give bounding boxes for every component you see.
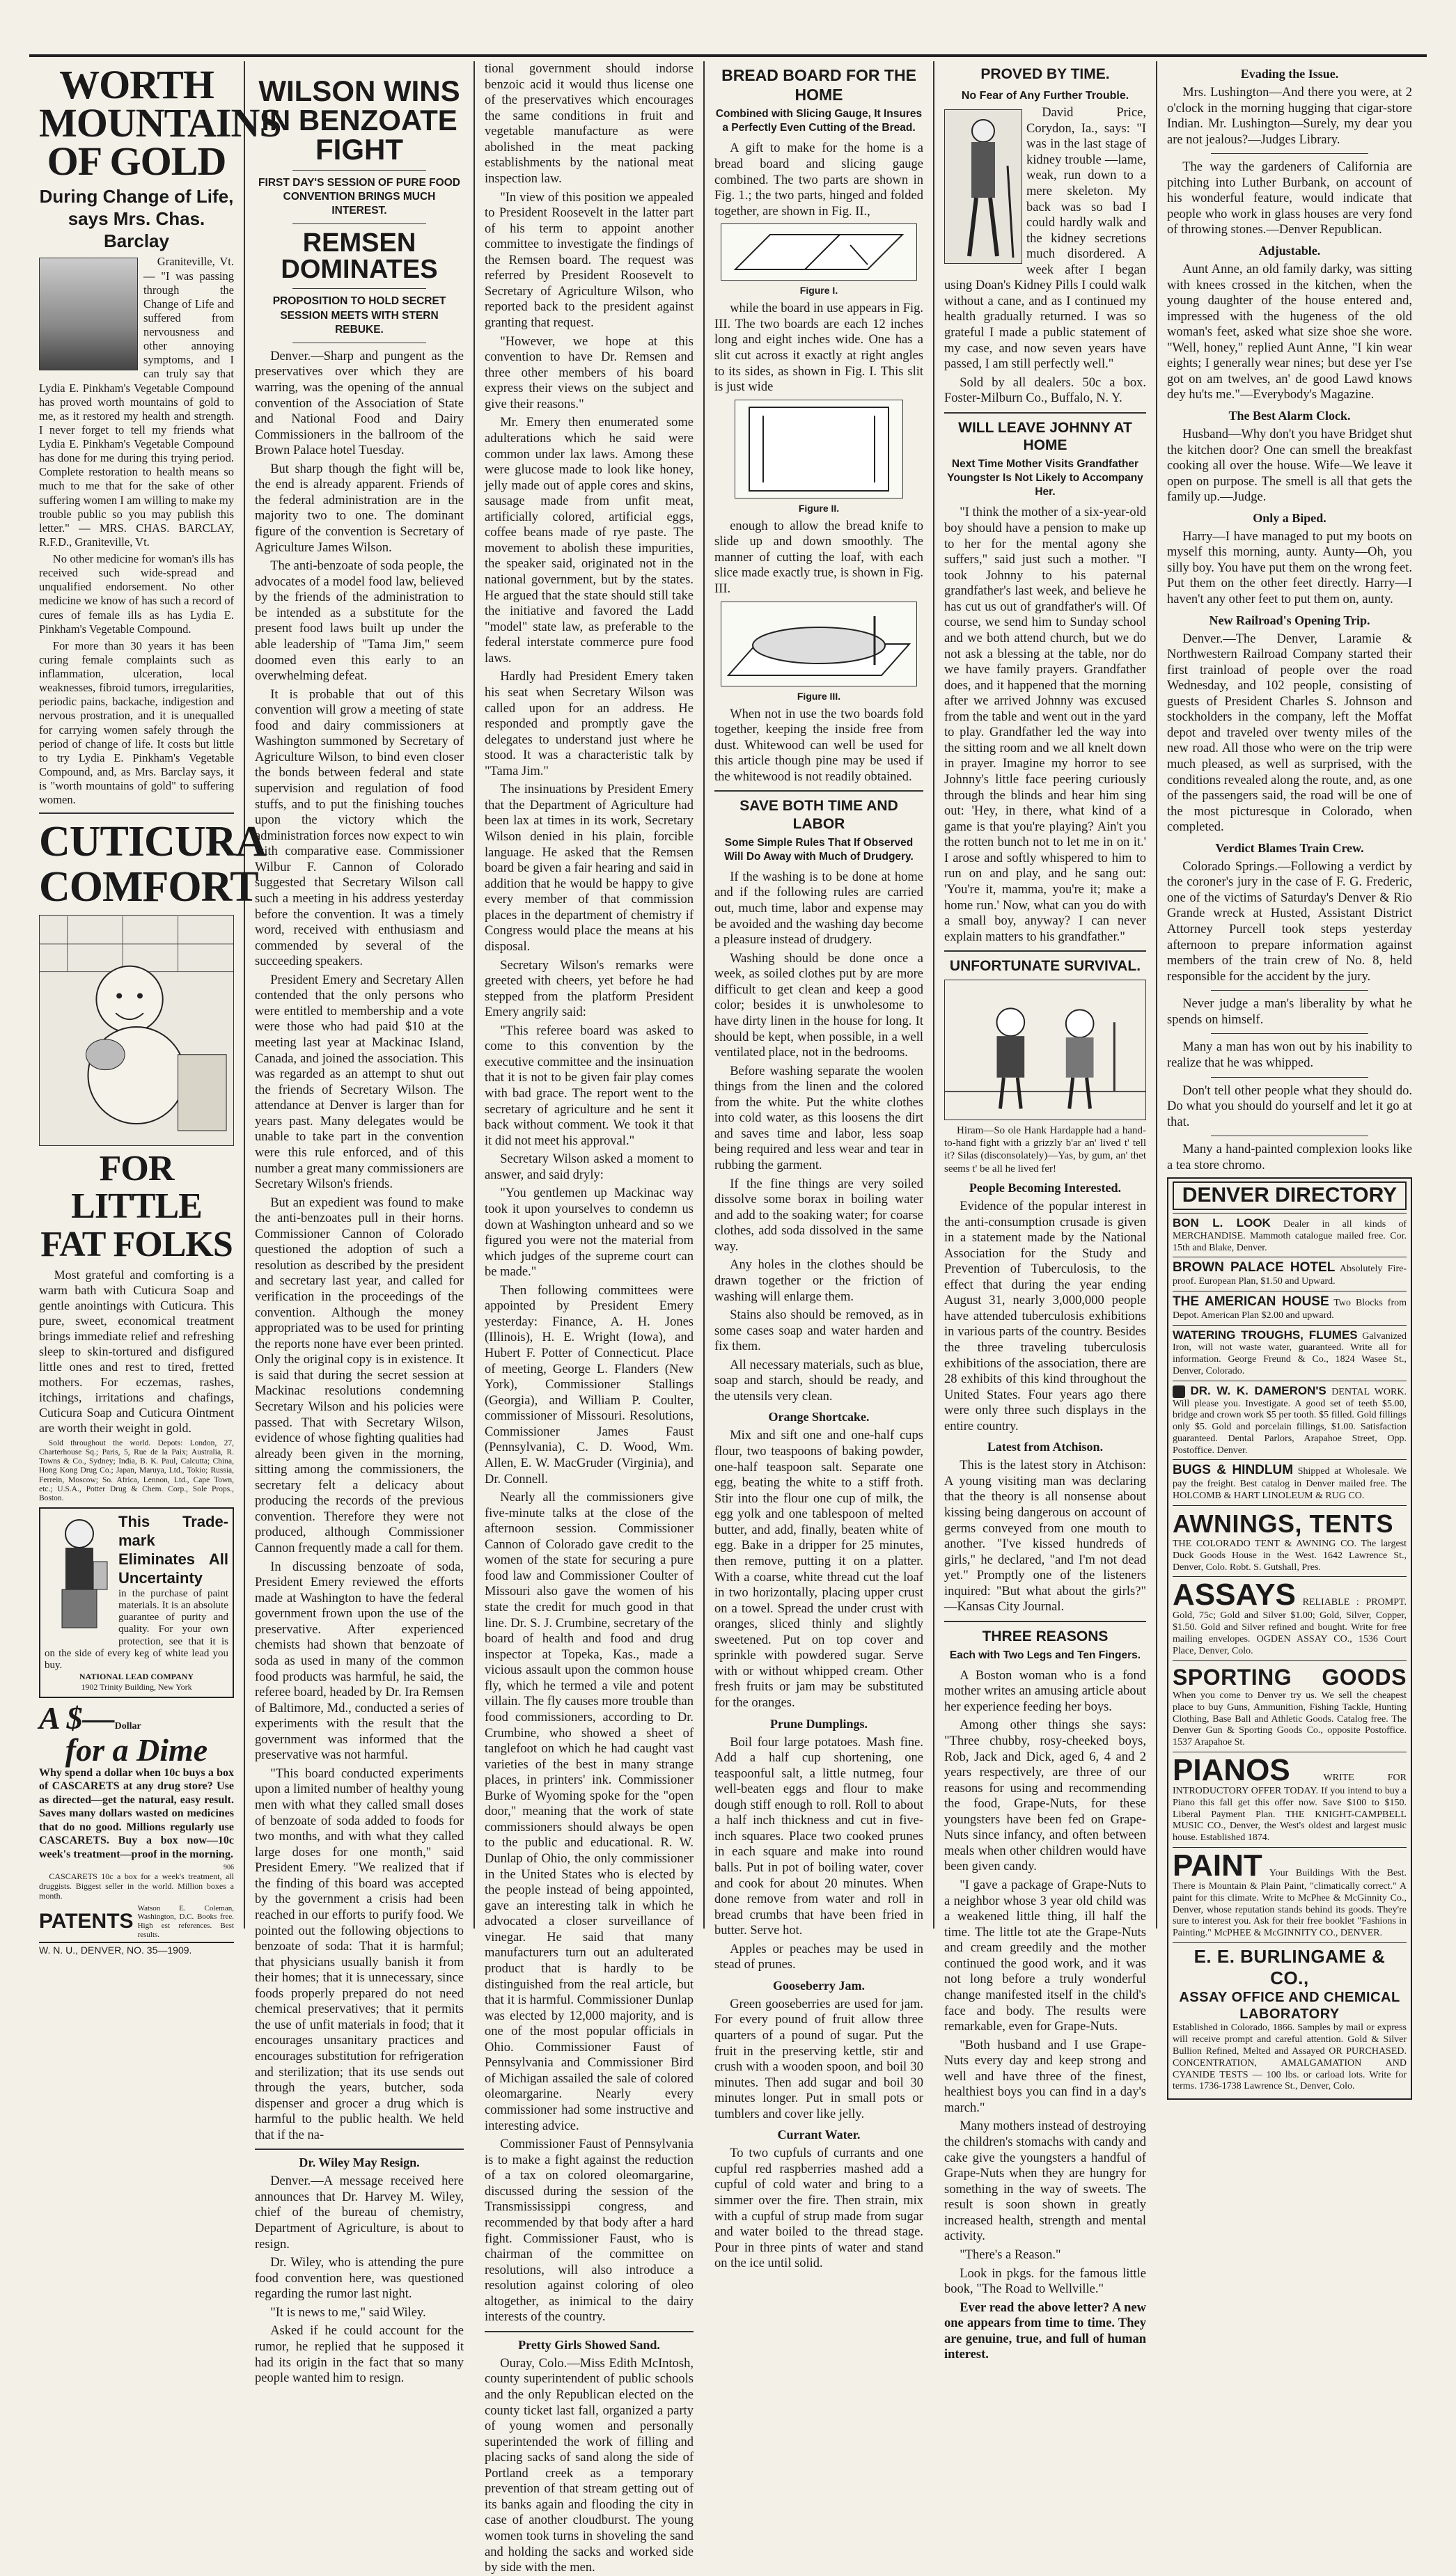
baby-illustration (39, 915, 234, 1146)
dime-ad (39, 1699, 234, 1901)
divider (944, 950, 1146, 952)
paragraph: Sold by all dealers. 50c a box. Foster-Milburn Co., Buffalo, N. Y. (944, 375, 1146, 406)
cartoon-caption: Hiram—So ole Hank Hardapple had a hand-to-hand fight with a grizzly b'ar an' lived t' tell it? Silas (disconsolately)—Yas, by gum, an' thet seems t' be all he lived fer! (944, 1124, 1146, 1175)
folded-board-icon (735, 400, 902, 498)
prune-title: Prune Dumplings. (769, 1716, 868, 1731)
paragraph: Denver.—The Denver, Laramie & Northwestern Railroad Company started their first trainload of people over the road Wednesday, and 102 people, consisting of guests of President Charles S. Johnson and stockholders in the company, left the Moffat depot and traveled over twenty miles of the new road. All those who were on the trip were much pleased, as well as surprised, with the conditions revealed along the route, and, as one of the passengers said, the road will be one of the most picturesque in Colorado, when completed. (1167, 631, 1412, 835)
paragraph: Mix and sift one and one-half cups flour, two teaspoons of baking powder, one-half teaspoon salt. Separate one egg, beating the white to a stiff froth. Stir into the flour one cup of milk, the egg yolk and one tablespoon of melted butter, and add, finally, beaten white of egg. Bake in a dripper for 25 minutes, then remove, putting it on a platter. With a coarse, white thread cut the loaf in two horizontally, placing upper crust on a towel. Spread the under crust with oranges, sliced thinly and slightly sweetened. Put on top cover and sprinkle with powdered sugar. Serve with or without whipped cream. Other fresh fruits or jam may be substituted for the oranges. (714, 1429, 923, 1710)
deck: FIRST DAY'S SESSION OF PURE FOOD CONVENTION BRINGS MUCH INTEREST. (258, 177, 460, 217)
paragraph: Don't tell other people what they should do. Do what you should do yourself and let it go at that. (1167, 1083, 1412, 1129)
boy-painter-icon (45, 1513, 114, 1638)
headline: WILSON WINS IN BENZOATE FIGHT (258, 74, 460, 166)
paragraph: Dr. Wiley, who is attending the pure food convention here, was questioned regarding the rumor last night. (255, 2256, 464, 2302)
orange-title: Orange Shortcake. (768, 1410, 870, 1424)
gooseberry-title: Gooseberry Jam. (773, 1978, 865, 1993)
proved-title: PROVED BY TIME. (980, 66, 1110, 82)
paragraph: Husband—Why don't you have Bridget shut the kitchen door? One can smell the breakfast cooking all over the house. Wife—We leave it open on purpose. The smell is all that gets the family up.—Judge. (1167, 427, 1412, 505)
divider (944, 1621, 1146, 1622)
reasons-title: THREE REASONS (982, 1628, 1109, 1644)
paragraph: Mrs. Lushington—And there you were, at 2 o'clock in the morning hugging that cigar-store Indian. Mr. Lushington—Surely, my dear you are not jealous?—Judges Library. (1167, 85, 1412, 147)
cuticura-title: CUTICURA COMFORT (39, 818, 267, 911)
footer-line: W. N. U., DENVER, NO. 35—1909. (39, 1942, 234, 1956)
paragraph: "There's a Reason." (960, 2247, 1061, 2262)
column-3 (475, 61, 705, 2575)
dime-text: Why spend a dollar when 10c buys a box of CASCARETS at any drug store? Use as directed—get the natural, easy result. Saves many dollars wasted on medicines that do no good. Millions regularly use CASCARETS. Buy a box now—10c week's treatment—proof in the morning. (39, 1766, 234, 1860)
paragraph: "You gentlemen up Mackinac way took it upon yourselves to condemn us down at Washington unheard and so we figured you were not the material from which judges of the supreme court can be made." (485, 1186, 694, 1280)
paragraph: "However, we hope at this convention to have Dr. Remsen and three other members of his board express their views on the subject and give their reasons." (485, 334, 694, 411)
paragraph: Denver.—A message received here announces that Dr. Harvey M. Wiley, chief of the bureau of chemistry, Department of Agriculture, is about to resign. (255, 2174, 464, 2252)
paragraph: All necessary materials, such as blue, soap and starch, should be ready, and the utensils very clean. (714, 1358, 923, 1404)
paragraph: Hardly had President Emery taken his seat when Secretary Wilson was called upon for an address. He responded and promptly gave the delegates to understand just where he stood. It was a characteristic talk by "Tama Jim." (485, 670, 694, 778)
paragraph: Ever read the above letter? A new one appears from time to time. They are genuine, true, and full of human interest. (944, 2300, 1146, 2362)
rail-title: New Railroad's Opening Trip. (1209, 613, 1370, 627)
divider (944, 412, 1146, 414)
ad-paragraph: Graniteville, Vt. — "I was passing through the Change of Life and suffered from nervousness and other annoying symptoms, and I can truly say that Lydia E. Pinkham's Vegetable Compound has proved worth mountains of gold to me, as it restored my health and strength. I never forget to tell my friends what Lydia E. Pinkham's Vegetable Compound has done for me during this trying period. Complete restoration to health means so much to me that for the sake of other suffering women I am willing to make my trouble public so you may publish this letter." — MRS. CHAS. BARCLAY, R.F.D., Graniteville, Vt. (39, 255, 234, 549)
directory-title: DENVER DIRECTORY (1173, 1181, 1407, 1210)
paragraph: This is the latest story in Atchison: A young visiting man was declaring that the theory is all nonsense about kissing being dangerous on account of germs conveyed from one mouth to another. "I've kissed hundreds of girls," he declared, "and I'm not dead yet." Promptly one of the listeners inquired: "But what about the girls?" —Kansas City Journal. (944, 1459, 1146, 1615)
bread-loaf-icon (721, 602, 916, 686)
cuticura-text: Most grateful and comforting is a warm bath with Cuticura Soap and gentle anointings with Cuticura. This pure, sweet, economical treatment brings immediate relief and refreshing sleep to skin-tortured and disfigured little ones and rest to tired, fretted mothers. For eczemas, rashes, itchings, irritations and chafings, Cuticura Soap and Cuticura Ointment are worth their weight in gold. (39, 1268, 234, 1435)
man-with-cane-illustration (944, 109, 1022, 264)
paragraph: Stains also should be removed, as in some cases soap and water harden and fix them. (714, 1308, 923, 1354)
paragraph: Before washing separate the woolen things from the linen and the colored from the white. Put the white clothes into cold water, as this loosens the dirt and saves time and labor, less soap being required and less wear and tear in rubbing the garment. (714, 1064, 923, 1173)
paragraph: Harry—I have managed to put my boots on myself this morning, aunty. Aunty—Oh, you silly boy. You have put them on the wrong feet. Put them on the other feet directly. Harry—I haven't any other feet to put them on, aunty. (1167, 529, 1412, 606)
directory-entry: PIANOS WRITE FOR INTRODUCTORY OFFER TODAY. If you intend to buy a Piano this fall get this offer now. Save $100 to $150. Liberal Payment Plan. THE KNIGHT-CAMPBELL MUSIC CO., Denver, the West's oldest and largest music house. Established 1874. (1173, 1752, 1407, 1847)
divider (714, 790, 923, 792)
paragraph: To two cupfuls of currants and one cupful red raspberries mashed add a cupful of cold water and bring to a simmer over the fire. Then strain, mix with a cupful of strup made from sugar and water boiled to the thread stage. Pour in three pints of water and stand on the ice until solid. (714, 2146, 923, 2271)
johnny-title: WILL LEAVE JOHNNY AT HOME (958, 419, 1132, 454)
paragraph: Look in pkgs. for the famous little book, "The Road to Wellville." (944, 2266, 1146, 2297)
dime-dollar: Dollar (114, 1720, 141, 1731)
directory-entry: THE AMERICAN HOUSE Two Blocks from Depot. American Plan $2.00 and upward. (1173, 1291, 1407, 1325)
portrait-image (39, 258, 138, 370)
alarm-title: The Best Alarm Clock. (1228, 409, 1351, 423)
directory-entry: BON L. LOOK Dealer in all kinds of MERCHANDISE. Mammoth catalogue mailed free. Cor. 15th and Blake, Denver. (1173, 1213, 1407, 1257)
burlingame-sub: ASSAY OFFICE AND CHEMICAL LABORATORY (1179, 1990, 1400, 2023)
paragraph: Apples or peaches may be used in stead of prunes. (714, 1942, 923, 1972)
directory-entry (1173, 1942, 1407, 2096)
paragraph: If the washing is to be done at home and if the following rules are carried out, much time, labor and expense may be avoided and the washing day become a pleasure instead of drudgery. (714, 870, 923, 948)
paragraph: Mr. Emery then enumerated some adulterations which he said were common under lax laws. Among these were glucose made to look like honey, jelly made out of apple cores and skins, sausage made from unfit meat, artificially colored, artificial eggs, coffee beans made of rye paste. The movement to abolish these impurities, the speaker said, originated not in the national government, but by the states. He argued that the state should still take the initiative and favored the Ladd "model" state law, as preferable to the federal interstate commerce pure food laws. (485, 416, 694, 666)
verdict-title: Verdict Blames Train Crew. (1215, 840, 1364, 855)
paragraph: "This board conducted experiments upon a limited number of healthy young men with what they called small doses of benzoate of soda added to foods for two months, and with what they called large doses for one month," said President Emery. "We realized that if the finding of this board was accepted by the government a crisis had been reached in our efforts to purify food. We pointed out the following objections to benzoate of soda: That it is harmful; that physicians usually banish it from their homes; that it is unnecessary, since foods properly prepared do not need chemical preservatives; that it permits the use of unfit materials in food; that it encourages unsanitary practices and encourages substitution for refrigeration and sterilization; that its use sends out through the years, butcher, soda dispenser and grocer a drug which is harmful to the public health. We held that if the na- (255, 1766, 464, 2142)
paragraph: "It is news to me," said Wiley. (270, 2305, 426, 2320)
paragraph: A gift to make for the home is a bread board and slicing gauge combined. The two parts are shown in Fig. 1.; the two parts, hinged and folded together, are shown in Fig. II., (714, 141, 923, 219)
denver-directory (1167, 1177, 1412, 2100)
board-icon (721, 224, 916, 280)
divider (1211, 153, 1368, 154)
paragraph: Never judge a man's liberality by what he spends on himself. (1167, 997, 1412, 1027)
paragraph: Commissioner Faust of Pennsylvania is to make a fight against the reduction of a tax on colored oleomargarine, discussed during the session of the Transmississippi congress, and recommended by that body after a hard fight. Commissioner Faust, who is chairman of the committee on resolutions, will also introduce a resolution against coloring of oleo altogether, as inimical to the dairy interests of the country. (485, 2137, 694, 2325)
evading-title: Evading the Issue. (1240, 67, 1339, 81)
survival-title: UNFORTUNATE SURVIVAL. (949, 958, 1141, 975)
reasons-deck: Each with Two Legs and Ten Fingers. (949, 1649, 1141, 1661)
baby-icon (40, 916, 233, 1145)
currant-title: Currant Water. (777, 2128, 861, 2142)
cartoon-illustration (944, 980, 1146, 1120)
cuticura-fine-print: Sold throughout the world. Depots: London, 27, Charterhouse Sq.; Paris, 5, Rue de la Paix; Australia, R. Towns & Co., Sydney; India, B. K. Paul, Calcutta; China, Hong Kong Drug Co.; Japan, Maruya, Ltd., Tokio; Russia, Ferrein, Moscow; So. Africa, Lennon, Ltd., Cape Town, etc.; U.S.A., Potter Drug & Chem. Corp., Sole Props., Boston. (39, 1438, 234, 1503)
directory-entry: SPORTING GOODS When you come to Denver try us. We sell the cheapest place to buy Guns, Ammunition, Fishing Tackle, Hunting Clothing, Base Ball and Athletic Goods. Catalog free. The Denver Gun & Sporting Goods Co., opposite Postoffice. 1537 Arapahoe St. (1173, 1660, 1407, 1752)
divider (1211, 990, 1368, 991)
figure-1 (721, 223, 917, 281)
paragraph: Aunt Anne, an old family darky, was sitting with knees crossed in the kitchen, when the young daughter of the house entered and, impressed with the hugeness of the old woman's feet, asked what size shoe she wore. "Well, honey," replied Aunt Anne, "I kin wear eights; I generally wear nines; but dese yer I'se got on am twelves, an' de good Lawd knows dey hu'ts me."—Everybody's Magazine. (1167, 262, 1412, 402)
column-2 (245, 61, 475, 2386)
divider (255, 2149, 464, 2150)
johnny-deck: Next Time Mother Visits Grandfather Youngster Is Not Likely to Accompany Her. (947, 458, 1143, 498)
paragraph: Evidence of the popular interest in the anti-consumption crusade is given in a statement made by the National Association for the Study and Prevention of Tuberculosis, to the effect that during the year ending August 31, nearly 3,000,000 people have attended tuberculosis exhibitions in various parts of the country. Besides the three traveling tuberculosis exhibitions of the association, there are 28 exhibits of this kind throughout the United States. Four years ago there were only three such displays in the entire country. (944, 1199, 1146, 1434)
paragraph: Ouray, Colo.—Miss Edith McIntosh, county superintendent of public schools and the only Republican elected on the county ticket last fall, organized a party of young women and personally superintended the work of filling and placing sacks of sand along the side of Portland creek as a temporary prevention of that stream getting out of its banks again and flooding the city in case of another cloudburst. The young women took turns in shoveling the sand and holding the sacks and worked side by side with the men. (485, 2356, 694, 2575)
dime-code: 906 (224, 1864, 234, 1872)
directory-entry: BROWN PALACE HOTEL Absolutely Fire-proof. European Plan, $1.50 and Upward. (1173, 1257, 1407, 1291)
cuticura-subtitle: FOR LITTLE FAT FOLKS (40, 1148, 233, 1264)
paragraph: It is probable that out of this convention will grow a meeting of state food and dairy commissioners at Washington summoned by Secretary of Agriculture Wilson, to bind even closer the bonds between federal and state supervision and regulation of food stuffs, and to put the finishing touches upon the victory which the administration forces now expect to win with comparative ease. Commissioner Wilbur F. Cannon of Colorado suggested that Secretary Wilson call such a meeting in his address yesterday before the convention. It was a timely word, received with enthusiasm and commended by several of the succeeding speakers. (255, 687, 464, 969)
two-men-icon (945, 980, 1145, 1120)
bread-deck: Combined with Slicing Gauge, It Insures a Perfectly Even Cutting of the Bread. (715, 108, 923, 134)
patents-title: PATENTS (39, 1909, 134, 1933)
lead-address: 1902 Trinity Building, New York (81, 1681, 192, 1692)
burlingame-text: Established in Colorado, 1866. Samples by mail or express will receive prompt and careful attention. Gold & Silver Bullion Refined, Melted and Assayed OR PURCHASED. CONCENTRATION, AMALGAMATION AND CYANIDE TESTS — 100 lbs. or carload lots. Write for terms. 1736-1738 Lawrence St., Denver, Colo. (1173, 2023, 1407, 2092)
paragraph: If the fine things are very soiled dissolve some borax in boiling water and add to the soaking water; for coarse clothes, add soda dissolved in the same way. (714, 1177, 923, 1254)
directory-entry: WATERING TROUGHS, FLUMES Galvanized Iron, will not waste water, guaranteed. Write all for information. George Freund & Co., 1824 Wasee St., Denver, Colorado. (1173, 1325, 1407, 1381)
paragraph: "I think the mother of a six-year-old boy should have a pension to make up to her for the mental agony she suffers," said just such a mother. "I took Johnny to his paternal grandfather's last week, and believe he has cut us out of grandfather's will. Of course, we send him to Sunday school and we both attend church, but we do not ask a blessing at the table, nor do we have family prayers. Grandfather does, and it happened that the morning after we arrived Johnny was excused from the table and went out in the yard to play. Grandfather led the way into the sitting room and we all knelt down in prayer. Imagine my horror to see Johnny's little face peering curiously through the blinds and hear him sing out: 'Hey, in there, what kind of a game is that you're playing? Ain't you the rotten bunch not to let me in on it.' I arose and softly whispered to him to run on and play, and he sang out: 'You're it, mamma, you're it; make a home run.' Now, what can you do with a small boy, anyway? I can never explain matters to his grandfather." (944, 505, 1146, 944)
burlingame-title: E. E. BURLINGAME & CO., (1193, 1945, 1386, 1989)
column-5 (934, 61, 1157, 2362)
labor-deck: Some Simple Rules That If Observed Will Do Away with Much of Drudgery. (724, 836, 914, 863)
bread-title: BREAD BOARD FOR THE HOME (721, 66, 916, 104)
paragraph: The anti-benzoate of soda people, the advocates of a model food law, believed by the friends of the administration to be intended as a substitute for the present food laws built up under the able leadership of "Tama Jim," seem doomed even this early to an overwhelming defeat. (255, 559, 464, 684)
paragraph: "In view of this position we appealed to President Roosevelt in the latter part of his term to appoint another committee to investigate the findings of the Remsen board. The request was referred by President Roosevelt to Secretary of Agriculture Wilson, who reported back to the president against granting that request. (485, 190, 694, 330)
paragraph: Any holes in the clothes should be drawn together or the friction of washing will enlarge them. (714, 1258, 923, 1304)
paragraph: tional government should indorse benzoic acid it would thus license one of the preservatives which encourages the same conditions in fruit and vegetable manufacture as were abolished in the meat packing establishments by the national meat inspection law. (485, 62, 694, 186)
paragraph: Among other things she says: "Three chubby, rosy-cheeked boys, Rob, Jack and Dick, aged 6, 4 and 2 years respectively, are three of our reasons for using and recommending the food, Grape-Nuts, for these youngsters have been fed on Grape-Nuts since infancy, and often between meals when other children would have been given candy. (944, 1718, 1146, 1874)
article-body (255, 349, 464, 2144)
paragraph: Secretary Wilson asked a moment to answer, and said dryly: (485, 1152, 694, 1182)
biped-title: Only a Biped. (1253, 510, 1326, 525)
paragraph: But sharp though the fight will be, the end is already apparent. Friends of the federal administration are in the majority two to one. The dominant figure of the convention is Secretary of Agriculture James Wilson. (255, 462, 464, 555)
atchison-title: Latest from Atchison. (987, 1440, 1104, 1454)
directory-entry: ASSAYS RELIABLE : PROMPT. Gold, 75c; Gold and Silver $1.00; Gold, Silver, Copper, $1.50. Gold and Silver refined and bought. Write for free mailing envelopes. OGDEN ASSAY CO., 1536 Court Place, Denver, Colo. (1173, 1576, 1407, 1660)
figure-3-caption: Figure III. (797, 690, 841, 702)
figure-3 (721, 602, 917, 686)
labor-title: SAVE BOTH TIME AND LABOR (739, 798, 898, 833)
column-4 (705, 61, 934, 2271)
paragraph: "Both husband and I use Grape-Nuts every day and keep strong and well and have three of the finest, healthiest boys you can find in a day's march." (944, 2038, 1146, 2115)
dime-title-1: A $— (39, 1699, 115, 1736)
paragraph: Colorado Springs.—Following a verdict by the coroner's jury in the case of F. G. Frederic, one of the victims of Saturday's Denver & Rio Grande wreck at Husted, Assistant District Attorney Purcell took steps yesterday afternoon to prepare information against members of the train crew of No. 8, held responsible for the accident by the jury. (1167, 859, 1412, 984)
tooth-icon (1173, 1385, 1185, 1398)
paragraph: Nearly all the commissioners give five-minute talks at the close of the afternoon session. Commissioner Cannon of Colorado gave credit to the women of the state for securing a pure food law and Commissioner Coulter of Missouri also gave the women of his state the credit for much good in that line. Dr. S. J. Crumbine, secretary of the board of health and food and drug inspector at Topeka, Kas., made a vicious assault upon the common house fly, which he termed a vile and potent villain. The fly causes more trouble than food commissioners, according to Dr. Crumbine, who showed a sheet of tanglefoot on which he had caught vast varieties of the best in many strange places, in printers' ink. Commissioner Burke of Wyoming spoke for the "open door," meaning that the work of state commissioners should always be open to the public and educational. R. W. Dunlap of Ohio, the only commissioner in the United States who is elected by the people instead of being appointed, gave an interesting talk in which he advocated a closer surveillance of vinegar. He said that many manufacturers turn out an adulterated product that is hardly to be distinguished from the real article, but that it is harmful. Commissioner Dunlap was elected by 12,000 majority, and is one of the most popular officials in Ohio. Commissioner Faust of Pennsylvania and Commissioner Bird of Michigan assailed the sale of colored oleomargarine. Nearly every commissioner had some instructive and interesting advice. (485, 1491, 694, 2133)
paragraph: Green gooseberries are used for jam. For every pound of fruit allow three quarters of a pound of sugar. Put the fruit in the preserving kettle, stir and crush with a wooden spoon, and boil 30 minutes. Then add sugar and boil 30 minutes longer. Put in small pots or tumblers and cover like jelly. (714, 1997, 923, 2121)
ad-subheadline: During Change of Life, says Mrs. Chas. Barclay (39, 186, 234, 251)
paragraph: But an expedient was found to make the anti-benzoates pull in their horns. Commissioner Cannon of Colorado questioned the adoption of such a resolution as described by the president and secretary last year, and called for verification in the proceedings of the convention. Although the money appropriated was to be used for printing the reports none have ever been printed. Only the original copy is in existence. It is said that during the secret session at Mackinac resolutions condemning Secretary Wilson and his policies were passed. That with Secretary Wilson, evidence of whose fighting qualities had already been given in the morning, sitting among the commissioners, the secretary felt a delicacy about producing the records of the previous convention. Therefore they were not produced, although Commissioner Cannon frequently made a call for them. (255, 1195, 464, 1556)
paragraph: The insinuations by President Emery that the Department of Agriculture had been lax at times in its work, Secretary Wilson denied in his plain, forcible language. He asked that the Remsen board be given a fair hearing and said in addition that he would be happy to give every member of that commission places in the department of chemistry if Congress would place the means at his disposal. (485, 783, 694, 954)
paragraph: Many a hand-painted complexion looks like a tea store chromo. (1167, 1142, 1412, 1172)
paragraph: In discussing benzoate of soda, President Emery reviewed the efforts made at Washington to have the federal government frown upon the use of the preservative. After experienced chemists had shown that benzoate of soda as used in many of the common food products was harmful, he said, the referee board, headed by Dr. Ira Remsen of Baltimore, Md., conducted a series of experiments with the result that the government was informed that the preservative was not harmful. (255, 1560, 464, 1763)
deck-2: PROPOSITION TO HOLD SECRET SESSION MEETS WITH STERN REBUKE. (272, 295, 446, 336)
divider (39, 812, 234, 814)
top-rule (29, 54, 1427, 57)
directory-entry: AWNINGS, TENTS THE COLORADO TENT & AWNING CO. The largest Duck Goods House in the West. 1642 Lawrence St., Denver, Colo. Robt. S. Gutshall, Pres. (1173, 1505, 1407, 1577)
paragraph: Asked if he could account for the rumor, he replied that he supposed it had its origin in the fact that so many people wanted him to resign. (255, 2324, 464, 2386)
figure-2-caption: Figure II. (798, 502, 840, 514)
paragraph: A Boston woman who is a fond mother writes an amusing article about her experience feeding her boys. (944, 1668, 1146, 1714)
proved-deck: No Fear of Any Further Trouble. (961, 89, 1129, 102)
columns (29, 61, 1427, 2575)
paragraph: Denver.—Sharp and pungent as the preservatives over which they are warring, was the opening of the annual convention of the Association of State and National Food and Dairy Commissioners in the ballroom of the Brown Palace hotel Tuesday. (255, 349, 464, 458)
paragraph: Many mothers instead of destroying the children's stomachs with candy and cake give the youngsters a handful of Grape-Nuts when they are hungry for something in the way of sweets. The result is soon shown in greatly increased health, strength and mental activity. (944, 2119, 1146, 2244)
interest-title: People Becoming Interested. (969, 1181, 1122, 1195)
headline-2: REMSEN DOMINATES (281, 228, 438, 285)
ad-headline: WORTH MOUNTAINS OF GOLD (39, 62, 281, 184)
adjust-title: Adjustable. (1258, 244, 1321, 258)
lead-ad-title: This Trade-mark Eliminates All Uncertainty (118, 1513, 228, 1587)
paragraph: Boil four large potatoes. Mash fine. Add a half cup shortening, one teaspoonful salt, a little nutmeg, four well-beaten eggs and flour to make dough stiff enough to roll. Roll to about a half inch thickness and cut in five-inch squares. Place two cooked prunes in each square and make into round balls. Put in pot of boiling water, cover and cook for about 20 minutes. When done remove from water and roll in bread crumbs that have been fried in butter. Serve hot. (714, 1735, 923, 1938)
paragraph: enough to allow the bread knife to slide up and down smoothly. The manner of cutting the loaf, with each slice made exactly true, is shown in Fig. III. (714, 519, 923, 596)
paragraph: Washing should be done once a week, as soiled clothes put by are more difficult to get clean and keep a good color; besides it is unwholesome to have dirty linen in the house for long. It should be kept, when possible, in a well ventilated place, not in the bedrooms. (714, 951, 923, 1060)
directory-entry: DR. W. K. DAMERON'S DENTAL WORK. Will please you. Investigate. A good set of teeth $5.00, bridge and crown work $5 per tooth. $5 filled. Gold fillings only $5. Gold and porcelain fillings, $1.00. Satisfaction guaranteed. Dental Parlors, Arapahoe Street, Opp. Postoffice. Denver. (1173, 1381, 1407, 1460)
divider (1211, 1077, 1368, 1078)
divider (292, 223, 426, 224)
paragraph: Then following committees were appointed by President Emery yesterday: Finance, A. H. Jones (Illinois), H. E. Wright (Iowa), and Hubert F. Potter of Connecticut. Place of meeting, George L. Flanders (New York), Commissioner Stallings (Georgia), and William P. Coulter, commissioner of Missouri. Resolutions, Commissioner James Faust (Pennsylvania), C. D. Wood, Wm. Allen, E. W. MacGruder (Virginia), and Dr. Connell. (485, 1283, 694, 1486)
patents-text: Watson E. Coleman, Washington, D.C. Books free. High est references. Best results. (137, 1903, 234, 1939)
dime-title-2: for a Dime (65, 1731, 208, 1768)
lead-ad (39, 1507, 234, 1697)
paragraph: David Price, Corydon, Ia., says: "I was in the last stage of kidney trouble —lame, weak, run down to a mere skeleton. My back was so bad I could hardly walk and the kidney secretions much disordered. A week after I began using Doan's Kidney Pills I could walk without a cane, and as I continued my health gradually returned. I was so grateful I made a public statement of my case, and now seven years have passed, I am still perfectly well." (944, 106, 1146, 372)
girls-title: Pretty Girls Showed Sand. (518, 2337, 660, 2352)
patents-ad (39, 1904, 234, 1940)
paragraph: Many a man has won out by his inability to realize that he was whipped. (1167, 1040, 1412, 1070)
paragraph: "I gave a package of Grape-Nuts to a neighbor whose 3 year old child was a weakened little thing, ill half the time. The little tot ate the Grape-Nuts and cream greedily and the mother continued the good work, and it was not long before a truly wonderful change manifested itself in the child's face and body. The results were remarkable, even for Grape-Nuts. (944, 1878, 1146, 2034)
divider (292, 288, 426, 289)
directory-entry: BUGS & HINDLUM Shipped at Wholesale. We pay the freight. Best catalog in Denver mailed free. The HOLCOMB & HART LINOLEUM & RUG CO. (1173, 1459, 1407, 1505)
paragraph: The way the gardeners of California are pitching into Luther Burbank, on account of his wonderful feature, would indicate that people who work in glass houses are very fond of throwing stones.—Denver Republican. (1167, 160, 1412, 237)
divider (485, 2331, 694, 2332)
paragraph: President Emery and Secretary Allen contended that the only persons who were entitled to membership and a vote were those who had paid $10 at the meeting last year at Mackinac Island, Canada, and joined the association. This was regarded as an attempt to shut out the friends of Secretary Wilson. The attendance at Denver is larger than for years past. Many delegates would be unable to take part in the convention were this rule enforced, and of this number a great many commissioners are Secretary Wilson's friends. (255, 973, 464, 1192)
paragraph: while the board in use appears in Fig. III. The two boards are each 12 inches long and eight inches wide. One has a slit cut across it exactly at right angles to its sides, as shown in Fig. I. This slit is just wide (714, 301, 923, 395)
divider (1211, 1033, 1368, 1034)
column-6 (1157, 61, 1422, 2092)
ad-paragraph: For more than 30 years it has been curing female complaints such as inflammation, ulceration, local weaknesses, fibroid tumors, irregularities, periodic pains, backache, indigestion and nervous prostration, and it is unequalled for carrying women safely through the period of change of life. It costs but little to try Lydia E. Pinkham's Vegetable Compound, and, as Mrs. Barclay says, it is "worth mountains of gold" to suffering women. (39, 638, 234, 807)
paragraph: When not in use the two boards fold together, keeping the inside free from dust. Whitewood can well be used for this article though pine may be used if the whitewood is not readily obtained. (714, 707, 923, 784)
figure-2 (735, 400, 903, 498)
wiley-title: Dr. Wiley May Resign. (299, 2155, 420, 2170)
ad-paragraph: No other medicine for woman's ills has received such wide-spread and unqualified endorsement. No other medicine we know of has such a record of cures of female ills as has Lydia E. Pinkham's Vegetable Compound. (39, 552, 234, 636)
dime-fine: CASCARETS 10c a box for a week's treatment, all druggists. Biggest seller in the world. Million boxes a month. (39, 1871, 234, 1901)
lead-ad-text: in the purchase of paint materials. It is an absolute guarantee of purity and quality. For your own protection, see that it is on the side of every keg of white lead you buy. (45, 1587, 228, 1672)
lead-company: NATIONAL LEAD COMPANY (79, 1672, 194, 1682)
divider (292, 170, 426, 171)
column-1 (29, 61, 281, 1956)
paragraph: Secretary Wilson's remarks were greeted with cheers, yet before he had stepped from the platform President Emery angrily said: (485, 958, 694, 1020)
paragraph: "This referee board was asked to come to this convention by the executive committee and the insinuation that it is not to be given fair play comes with bad grace. The report went to the secretary of agriculture and he sent it back without comment. We took it that it did not meet his approval." (485, 1023, 694, 1148)
figure-1-caption: Figure I. (799, 285, 838, 297)
man-icon (945, 110, 1021, 263)
directory-entry: PAINT Your Buildings With the Best. There is Mountain & Plain Paint, "climatically correct." A paint for this climate. Write to McPhee & McGinnity Co., Denver, whose reputation stands behind its goods. They're sure to interest you. Ask for their free booklet "Fashions in Painting." McPHEE & McGINNITY CO., DENVER. (1173, 1847, 1407, 1942)
